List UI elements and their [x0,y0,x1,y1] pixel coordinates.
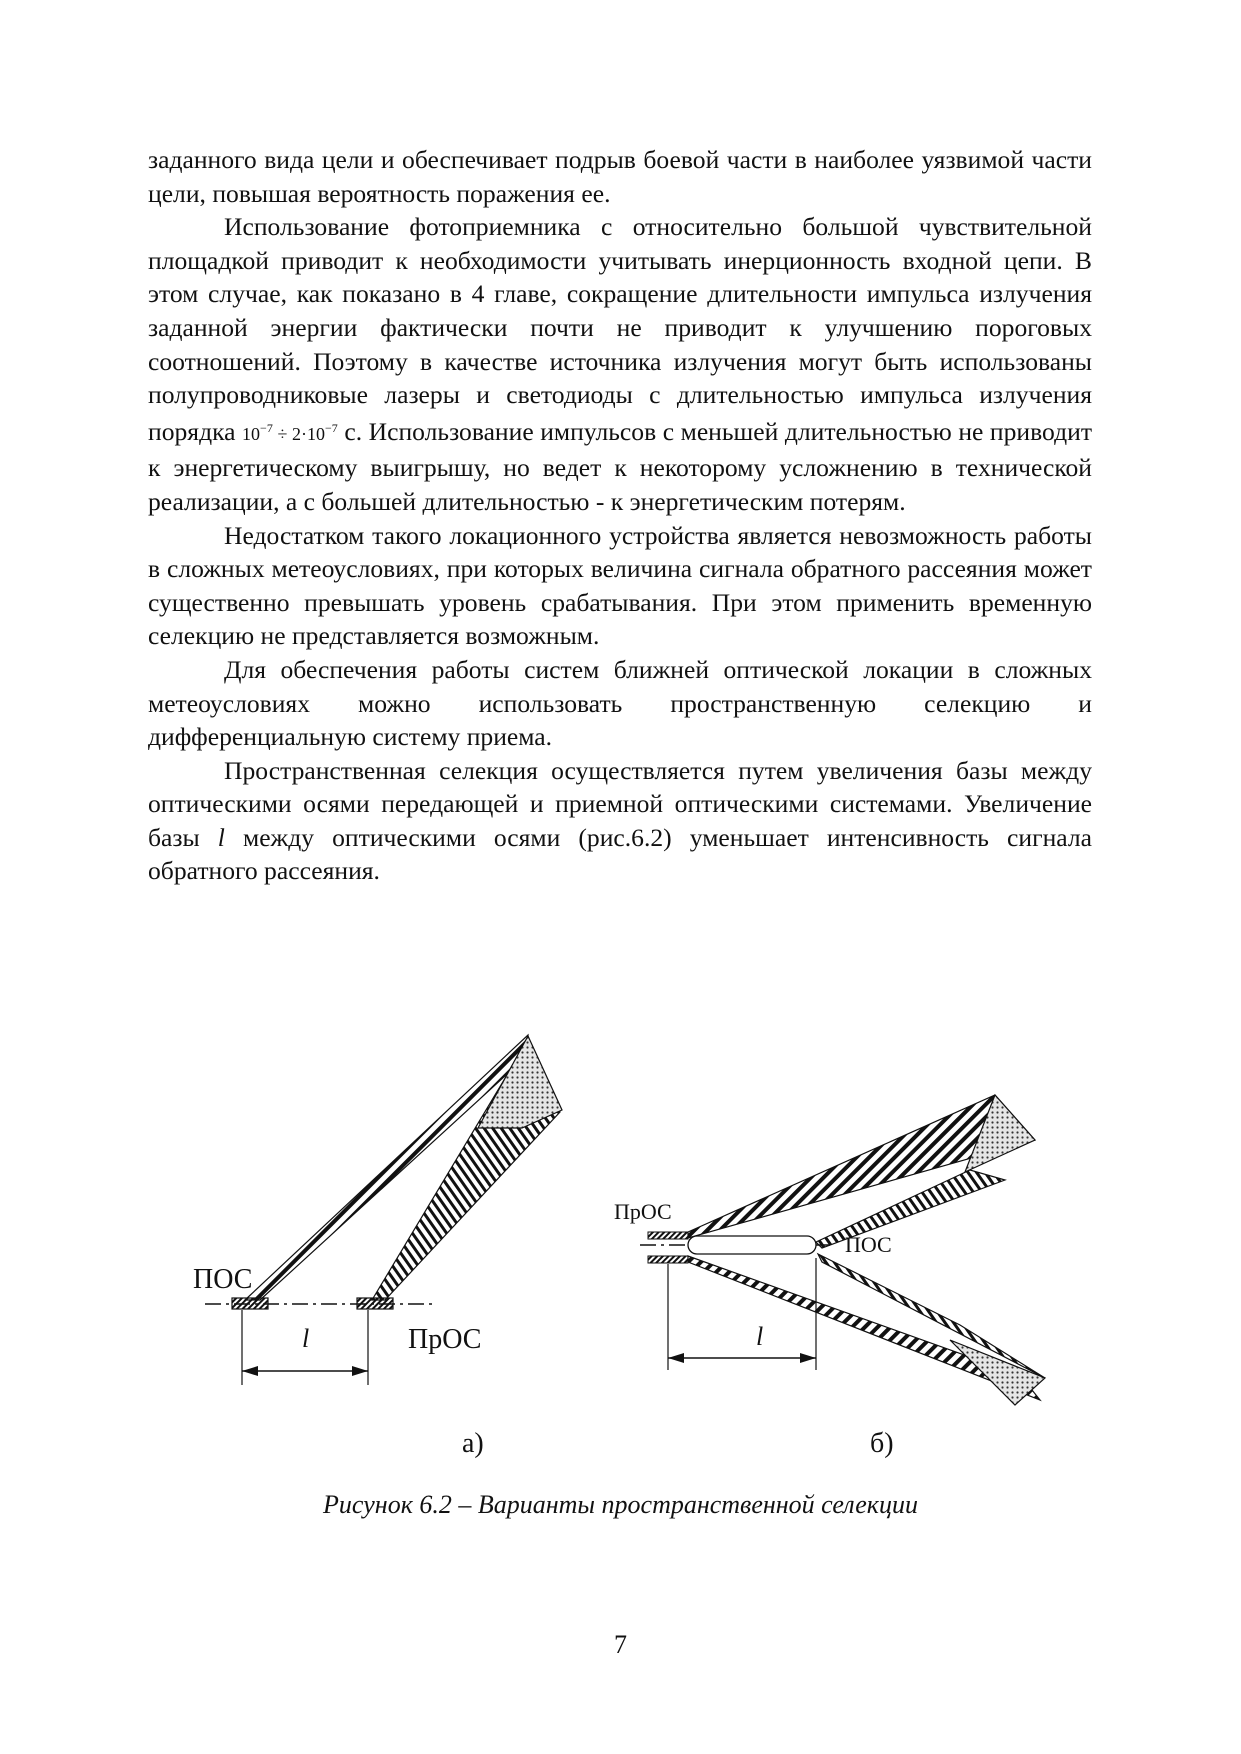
receiver-pros-a [357,1298,393,1309]
paragraph-5: Пространственная селекция осуществляется путем увеличения базы между оптическими осями передающей и приемной оптическими системами. Увеличение базы l между оптическими осями (рис.6.2) уменьшает интенсивность сигнала обратного рассеяния. [148,755,1093,886]
paragraph-1: заданного вида цели и обеспечивает подрыв боевой части в наиболее уязвимой части цели, повышая вероятность поражения ее. [148,145,1092,208]
formula-pulse-duration: $10^{-7} \div 2\cdot 10^{-7}$ [242,420,338,444]
emitter-pos-a [232,1298,268,1309]
receiver-pros-b-bottom [648,1256,688,1263]
label-pros-a: ПрОС [408,1324,482,1355]
figure-b [614,1095,1045,1459]
label-pros-b: ПрОС [614,1199,672,1224]
paragraph-3: Недостатком такого локационного устройства является невозможность работы в сложных метеоусловиях, при которых величина сигнала обратного рассеяния может существенно превышать уровень срабатывания. При этом применить временную селекцию не представляется возможным. [148,520,1092,651]
variable-l: l [217,822,225,852]
label-base-b: l [756,1322,764,1351]
label-base-a: l [302,1324,310,1353]
sublabel-b: б) [870,1428,894,1459]
lens-tube-b [688,1236,816,1254]
label-pos-b: ПОС [845,1232,892,1257]
figure-6-2 [0,1020,1241,1460]
sublabel-a: а) [462,1428,484,1459]
paragraph-2-text-a: Использование фотоприемника с относительно большой чувствительной площадкой приводит к необходимости учитывать инерционность входной цепи. В этом случае, как показано в 4 главе, сокращение длительности импульса излучения заданной энергии фактически почти не приводит к улучшению пороговых соотношений. Поэтому в качестве источника излучения могут быть использованы полупроводниковые лазеры и светодиоды с длительностью импульса излучения порядка [148,212,1092,446]
receiver-pros-b-top [648,1232,688,1239]
figure-a [193,1035,562,1459]
body-text [148,143,1092,888]
upper-beam-b [688,1095,1035,1238]
paragraph-4: Для обеспечения работы систем ближней оптической локации в сложных метеоусловиях можно использовать пространственную селекцию и дифференциальную систему приема. [148,654,1092,752]
paragraph-2-text-b: с. Использование импульсов с меньшей длительностью не приводит к энергетическому выигрышу, но ведет к некоторому усложнению в технической реализации, а с большей длительностью - к энергетическим потерям. [148,416,1092,516]
paragraph-2 [148,210,1092,518]
page-number: 7 [614,1630,627,1659]
figure-caption: Рисунок 6.2 – Варианты пространственной селекции [323,1490,918,1519]
label-pos-a: ПОС [193,1264,253,1295]
